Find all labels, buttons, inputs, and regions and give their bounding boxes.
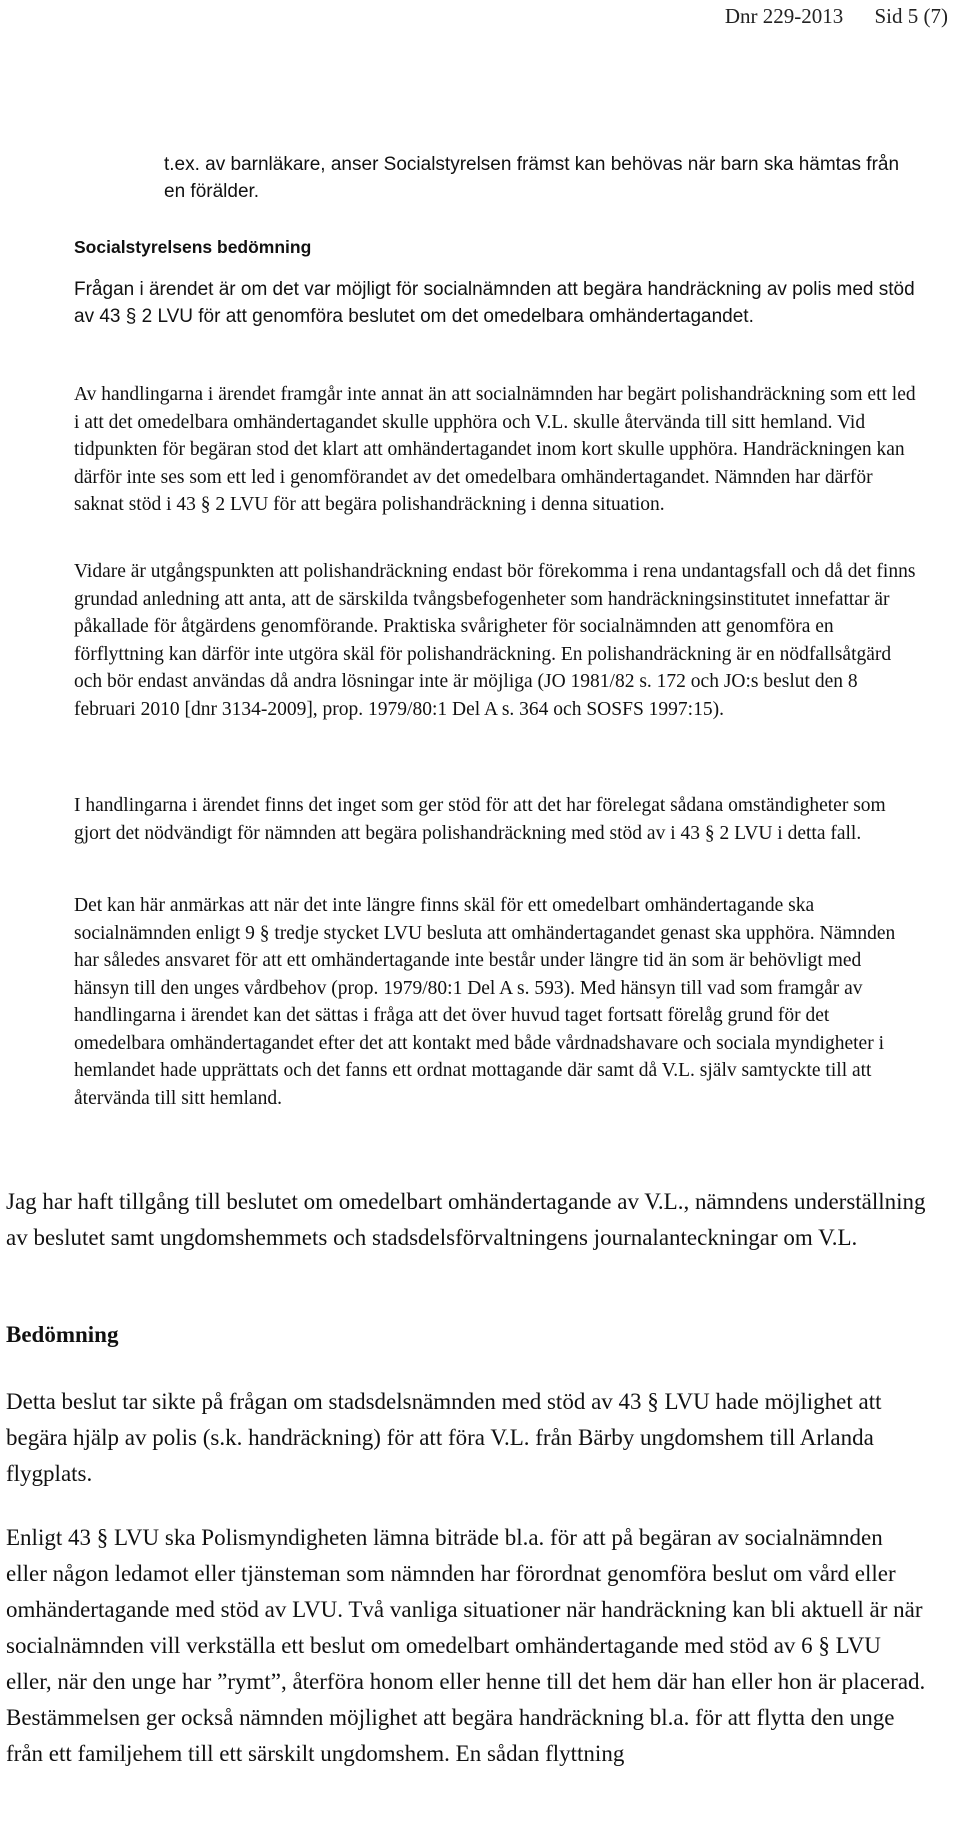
- quote-paragraph: Frågan i ärendet är om det var möjligt för socialnämnden att begära handräckning av polis med stöd av 43 § 2 LVU för att genomföra beslutet om det omedelbara omhändertagandet.: [74, 279, 915, 327]
- quote-paragraph: Vidare är utgångspunkten att polishandräckning endast bör förekomma i rena undantagsfall och då det finns grundad anledning att anta, att de särskilda tvångsbefogenheter som handräckningsinstitutet innefattar är påkallade för åtgärdens genomförande. Praktiska svårigheter för socialnämnden att genomföra en förflyttning kan därför inte utgöra skäl för polishandräckning. En polishandräckning är en nödfallsåtgärd och bör endast användas då andra lösningar inte är möjliga (JO 1981/82 s. 172 och JO:s beslut den 8 februari 2010 [dnr 3134-2009], prop. 1979/80:1 Del A s. 364 och SOSFS 1997:15).: [74, 561, 916, 720]
- quote-continuation: t.ex. av barnläkare, anser Socialstyrelsen främst kan behövas när barn ska hämtas från en förälder.: [164, 154, 900, 202]
- quote-paragraph: Av handlingarna i ärendet framgår inte annat än att socialnämnden har begärt polishandräckning som ett led i att det omedelbara omhändertagandet skulle upphöra och V.L. skulle återvända till sitt hemland. Vid tidpunkten för begäran stod det klart att omhändertagandet inom kort skulle upphöra. Handräckningen kan därför inte ses som ett led i genomförandet av det omedelbara omhändertagandet. Nämnden har därför saknat stöd i 43 § 2 LVU för att begära polishandräckning i denna situation.: [74, 384, 916, 515]
- quote-paragraph: I handlingarna i ärendet finns det inget som ger stöd för att det har förelegat sådana omständigheter som gjort det nödvändigt för nämnden att begära polishandräckning med stöd av i 43 § 2 LVU i detta fall.: [74, 795, 886, 844]
- section-heading: Bedömning: [6, 1322, 119, 1347]
- body-paragraph: Detta beslut tar sikte på frågan om stadsdelsnämnden med stöd av 43 § LVU hade möjlighet att begära hjälp av polis (s.k. handräckning) för att föra V.L. från Bärby ungdomshem till Arlanda flygplats.: [6, 1389, 882, 1486]
- quote-paragraph: Det kan här anmärkas att när det inte längre finns skäl för ett omedelbart omhändertagande ska socialnämnden enligt 9 § tredje stycket LVU besluta att omhändertagandet genast ska upphöra. Nämnden har således ansvaret för att ett omhändertagande inte består under längre tid än som är behövligt med hänsyn till den unges vårdbehov (prop. 1979/80:1 Del A s. 593). Med hänsyn till vad som framgår av handlingarna i ärendet kan det sättas i fråga att det över huvud taget fortsatt förelåg grund för det omedelbara omhändertagandet efter det att kontakt med både vårdnadshavare och sociala myndigheter i hemlandet hade upprättats och det fanns ett ordnat mottagande där samt då V.L. själv samtyckte till att återvända till sitt hemland.: [74, 895, 896, 1109]
- quote-heading: Socialstyrelsens bedömning: [74, 237, 312, 257]
- case-number: Dnr 229-2013: [724, 4, 844, 28]
- page-number: Sid 5 (7): [874, 4, 948, 28]
- body-intro: Jag har haft tillgång till beslutet om omedelbart omhändertagande av V.L., nämndens underställning av beslutet samt ungdomshemmets och stadsdelsförvaltningens journalanteckningar om V.L.: [6, 1189, 926, 1250]
- body-paragraph: Enligt 43 § LVU ska Polismyndigheten lämna biträde bl.a. för att på begäran av socialnämnden eller någon ledamot eller tjänsteman som nämnden har förordnat genomföra beslut om vård eller omhändertagande med stöd av LVU. Två vanliga situationer när handräckning kan bli aktuell är när socialnämnden vill verkställa ett beslut om omedelbart omhändertagande med stöd av 6 § LVU eller, när den unge har ”rymt”, återföra honom eller henne till det hem där han eller hon är placerad. Bestämmelsen ger också nämnden möjlighet att begära handräckning bl.a. för att flytta den unge från ett familjehem till ett särskilt ungdomshem. En sådan flyttning: [6, 1525, 926, 1766]
- page-header: [699, 4, 948, 29]
